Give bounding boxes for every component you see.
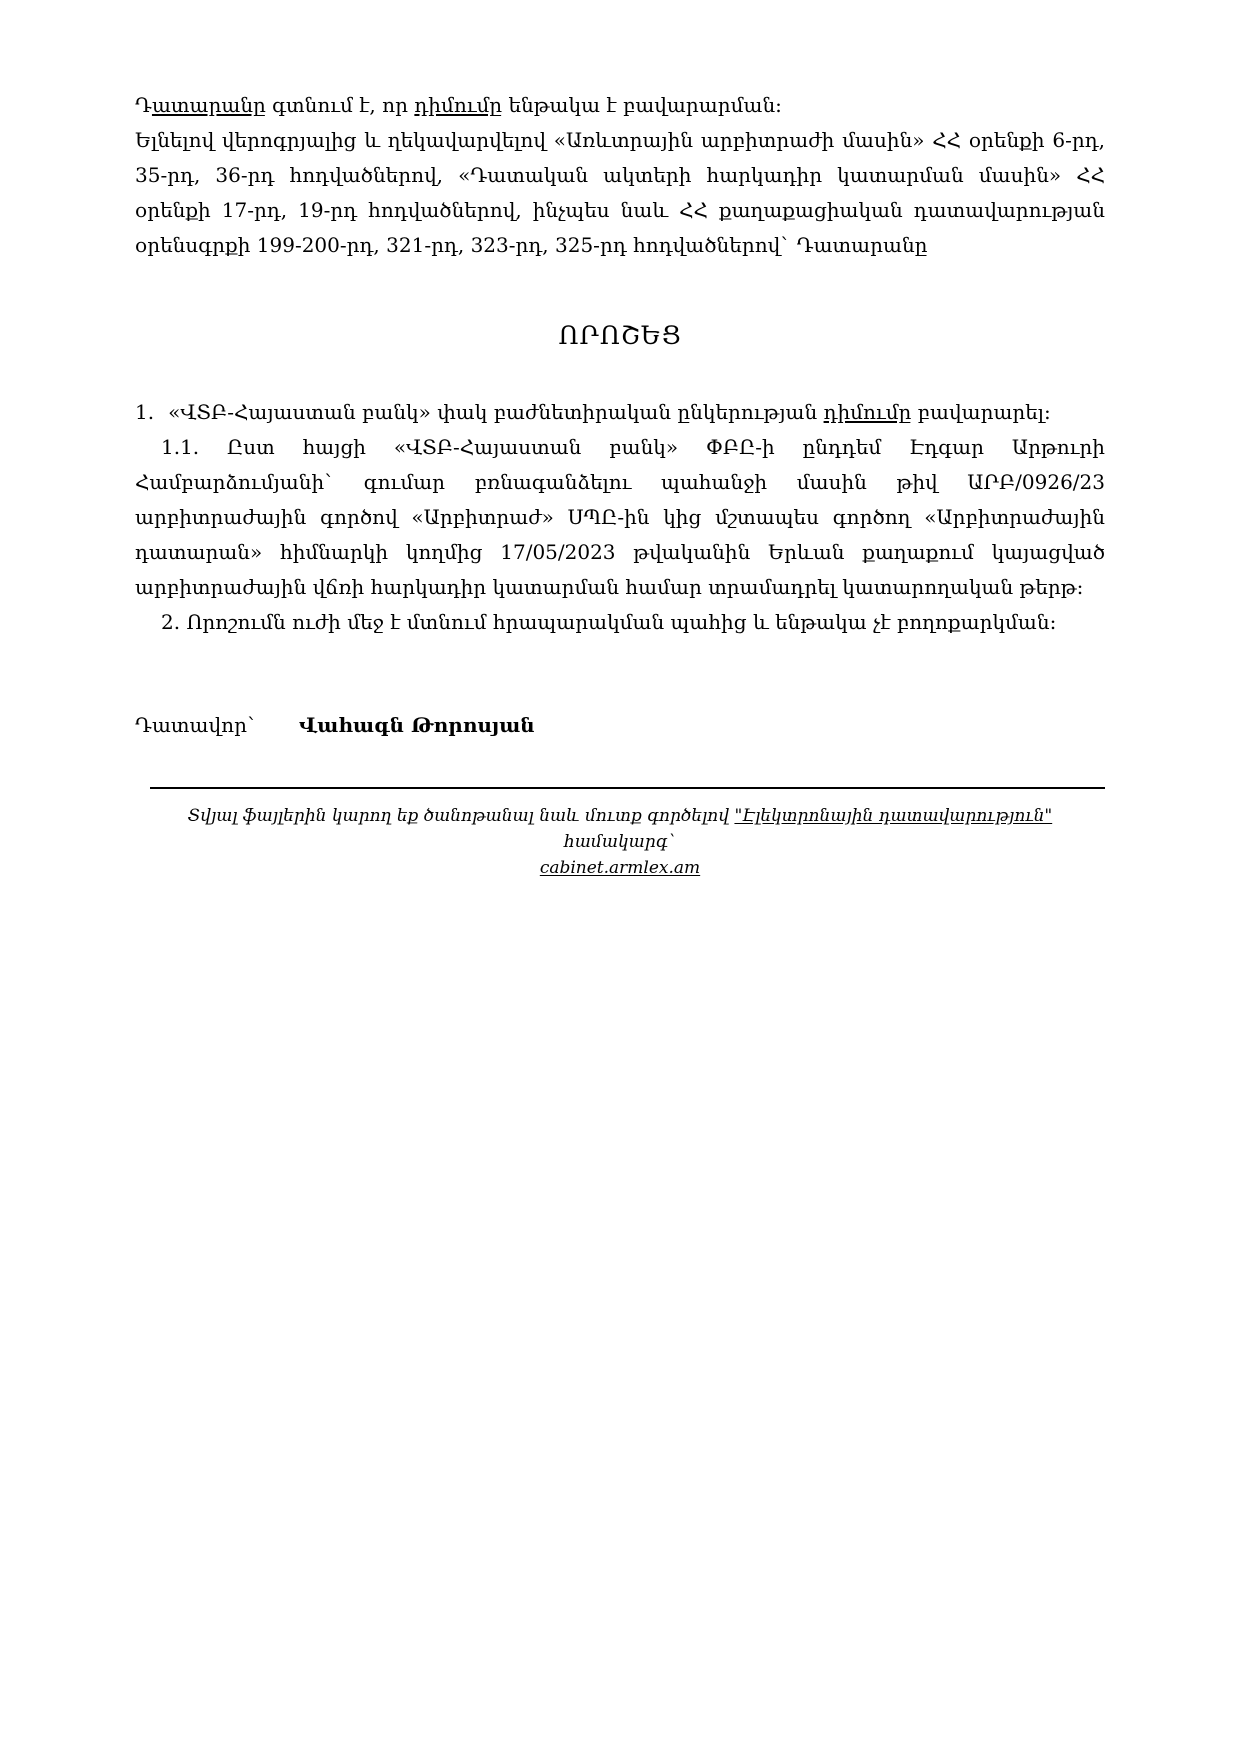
judge-label: Դատավոր` bbox=[135, 713, 257, 737]
order-item-1-number: 1. bbox=[135, 400, 155, 424]
e-justice-system-link[interactable]: "Էլեկտրոնային դատավարություն" bbox=[734, 806, 1053, 826]
court-suffix-underlined: ը bbox=[914, 233, 928, 257]
decision-heading: ՈՐՈՇԵՑ bbox=[558, 321, 682, 350]
order-item-1 bbox=[135, 395, 1105, 430]
intro-text: ենթակա է բավարարման: bbox=[502, 93, 782, 117]
judge-signature bbox=[135, 708, 1105, 743]
footer-note-text: համակարգ` bbox=[563, 832, 677, 852]
order-item-1-text: «ՎՏԲ-Հայաստան բանկ» փակ բաժնետիրական ընկերության bbox=[168, 400, 824, 424]
court-word-underlined: ատարանը bbox=[151, 93, 266, 117]
application-word-underlined: դիմումը bbox=[414, 93, 503, 117]
order-item-2: 2. Որոշումն ուժի մեջ է մտնում հրապարակման պահից և ենթակա չէ բողոքարկման: bbox=[161, 610, 1057, 634]
application-word-underlined: դիմումը bbox=[823, 400, 912, 424]
order-item-1-text: բավարարել: bbox=[911, 400, 1051, 424]
intro-text: գտնում է, որ bbox=[265, 93, 415, 117]
legal-basis-text: Ելնելով վերոգրյալից և ղեկավարվելով «Առևտրային արբիտրաժի մասին» ՀՀ օրենքի 6-րդ, 35-րդ, 36-րդ հոդվածներով, «Դատական ակտերի հարկադիր կատարման մասին» ՀՀ օրենքի 17-րդ, 19-րդ հոդվածներով, ինչպես նաև ՀՀ քաղաքացիական դատավարության օրենսգրքի 199-200-րդ, 321-րդ, 323-րդ, 325-րդ հոդվածներով` Դատարան bbox=[135, 128, 1105, 257]
intro-text: Դ bbox=[135, 93, 152, 117]
judge-name: Վահագն Թորոսյան bbox=[298, 713, 535, 737]
cabinet-url-link[interactable]: cabinet.armlex.am bbox=[539, 858, 701, 878]
order-item-1-1: 1.1. Ըստ հայցի «ՎՏԲ-Հայաստան բանկ» ՓԲԸ-ի ընդդեմ Էդգար Արթուրի Համբարձումյանի` գումար բռնագանձելու պահանջի մասին թիվ ԱՐԲ/0926/23 արբիտրաժային գործով «Արբիտրաժ» ՍՊԸ-ին կից մշտապես գործող «Արբիտրաժային դատարան» հիմնարկի կողմից 17/05/2023 թվականին Երևան քաղաքում կայացված արբիտրաժային վճռի հարկադիր կատարման համար տրամադրել կատարողական թերթ: bbox=[135, 435, 1105, 599]
footer-note-text: Տվյալ ֆայլերին կարող եք ծանոթանալ նաև մուտք գործելով bbox=[187, 806, 735, 826]
footer-note bbox=[135, 803, 1105, 855]
intro-paragraph bbox=[135, 88, 1105, 123]
footer-separator bbox=[150, 787, 1105, 789]
legal-basis-paragraph bbox=[135, 123, 1105, 263]
footer-url-line bbox=[135, 855, 1105, 881]
